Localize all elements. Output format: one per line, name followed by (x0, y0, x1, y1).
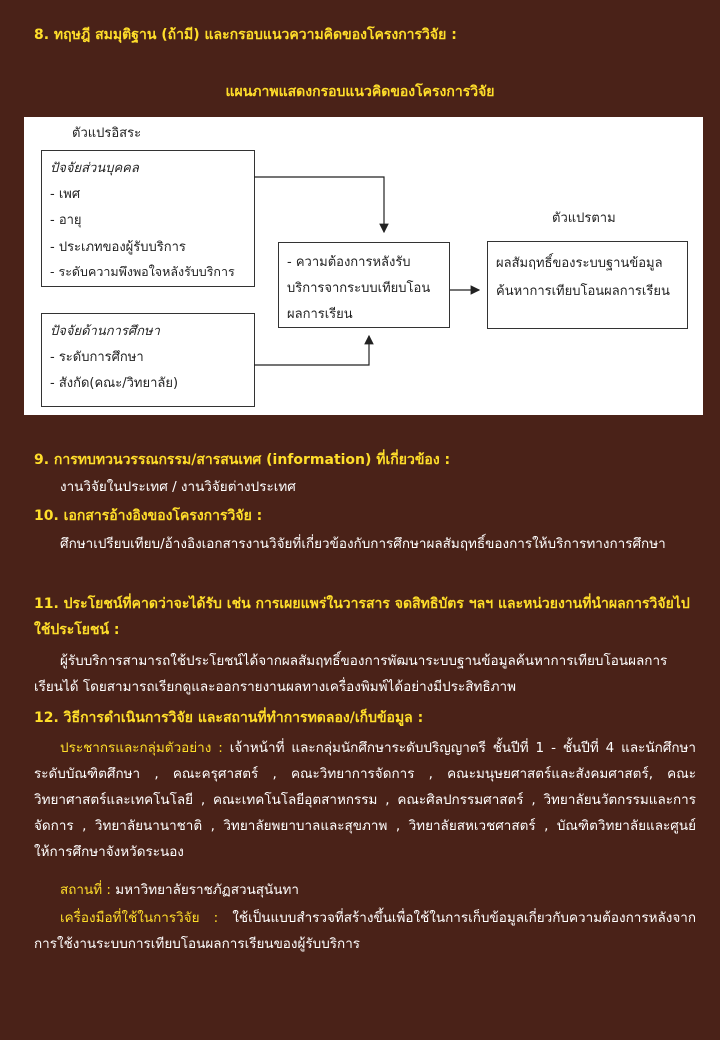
section-12-heading: 12. วิธีการดำเนินการวิจัย และสถานที่ทำการทดลอง/เก็บข้อมูล : (34, 710, 424, 726)
population-text: เจ้าหน้าที่ และกลุ่มนักศึกษาระดับปริญญาตรี ชั้นปีที่ 1 - ชั้นปีที่ 4 และนักศึกษาระดับบัณฑิตศึกษา , คณะครุศาสตร์ , คณะวิทยาการจัดการ , คณะมนุษยศาสตร์และสังคมศาสตร์, คณะวิทยาศาสตร์และเทคโนโลยี , คณะเทคโนโลยีอุตสาหกรรม , คณะศิลปกรรมศาสตร์ , วิทยาลัยนวัตกรรมและการจัดการ , วิทยาลัยนานาชาติ , วิทยาลัยพยาบาลและสุขภาพ , วิทยาลัยสหเวชศาสตร์ , บัณฑิตวิทยาลัยและศูนย์ให้การศึกษาจังหวัดระนอง (34, 740, 697, 860)
section-10-heading: 10. เอกสารอ้างอิงของโครงการวิจัย : (34, 508, 263, 524)
population-paragraph (34, 735, 696, 865)
need-box-line: บริการจากระบบเทียบโอน (287, 281, 431, 296)
personal-factor-item: - เพศ (50, 187, 81, 202)
education-factor-item: - ระดับการศึกษา (50, 350, 144, 365)
need-box-line: ผลการเรียน (287, 307, 353, 322)
need-box-line: - ความต้องการหลังรับ (287, 255, 411, 270)
tool-label: เครื่องมือที่ใช้ในการวิจัย : (60, 910, 219, 926)
place-label: สถานที่ : (60, 882, 111, 898)
section-9-heading: 9. การทบทวนวรรณกรรม/สารสนเทศ (information) ที่เกี่ยวข้อง : (34, 452, 451, 468)
education-factor-item: - สังกัด(คณะ/วิทยาลัย) (50, 376, 179, 391)
section-10-body: ศึกษาเปรียบเทียบ/อ้างอิงเอกสารงานวิจัยที่เกี่ยวข้องกับการศึกษาผลสัมฤทธิ์ของการให้บริการทางการศึกษา (60, 536, 666, 552)
place-text: มหาวิทยาลัยราชภัฏสวนสุนันทา (110, 882, 299, 898)
section-11-heading: 11. ประโยชน์ที่คาดว่าจะได้รับ เช่น การเผยแพร่ในวารสาร จดสิทธิบัตร ฯลฯ และหน่วยงานที่นำผลการวิจัยไปใช้ประโยชน์ : (34, 596, 690, 638)
personal-factors-title: ปัจจัยส่วนบุคคล (50, 161, 139, 176)
personal-factor-item: - ระดับความพึงพอใจหลังรับบริการ (50, 264, 235, 279)
population-label: ประชากรและกลุ่มตัวอย่าง : (60, 740, 223, 756)
diagram-arrows (24, 117, 703, 415)
personal-factor-item: - อายุ (50, 213, 82, 228)
section-8-heading: 8. ทฤษฎี สมมุติฐาน (ถ้ามี) และกรอบแนวความคิดของโครงการวิจัย : (34, 27, 457, 43)
result-box-line: ผลสัมฤทธิ์ของระบบฐานข้อมูล (496, 256, 663, 271)
place-paragraph (34, 877, 696, 903)
personal-factor-item: - ประเภทของผู้รับบริการ (50, 240, 186, 255)
section-9-body: งานวิจัยในประเทศ / งานวิจัยต่างประเทศ (60, 479, 296, 495)
result-box-line: ค้นหาการเทียบโอนผลการเรียน (496, 284, 670, 299)
independent-variable-label: ตัวแปรอิสระ (72, 126, 142, 141)
arrow-education-to-need (254, 336, 369, 365)
dependent-variable-label: ตัวแปรตาม (552, 211, 616, 226)
diagram-title: แผนภาพแสดงกรอบแนวคิดของโครงการวิจัย (225, 84, 495, 100)
education-factors-title: ปัจจัยด้านการศึกษา (50, 324, 160, 339)
conceptual-framework-diagram (24, 117, 703, 415)
tool-text: ใช้เป็นแบบสำรวจที่สร้างขึ้นเพื่อใช้ในการเก็บข้อมูลเกี่ยวกับความต้องการหลังจากการใช้งานระบบการเทียบโอนผลการเรียนของผู้รับบริการ (34, 910, 696, 952)
arrow-personal-to-need (254, 177, 384, 232)
tool-paragraph (34, 905, 696, 957)
section-11-body: ผู้รับบริการสามารถใช้ประโยชน์ได้จากผลสัมฤทธิ์ของการพัฒนาระบบฐานข้อมูลค้นหาการเทียบโอนผลการเรียนได้ โดยสามารถเรียกดูและออกรายงานผลทางเครื่องพิมพ์ได้อย่างมีประสิทธิภาพ (34, 653, 668, 695)
